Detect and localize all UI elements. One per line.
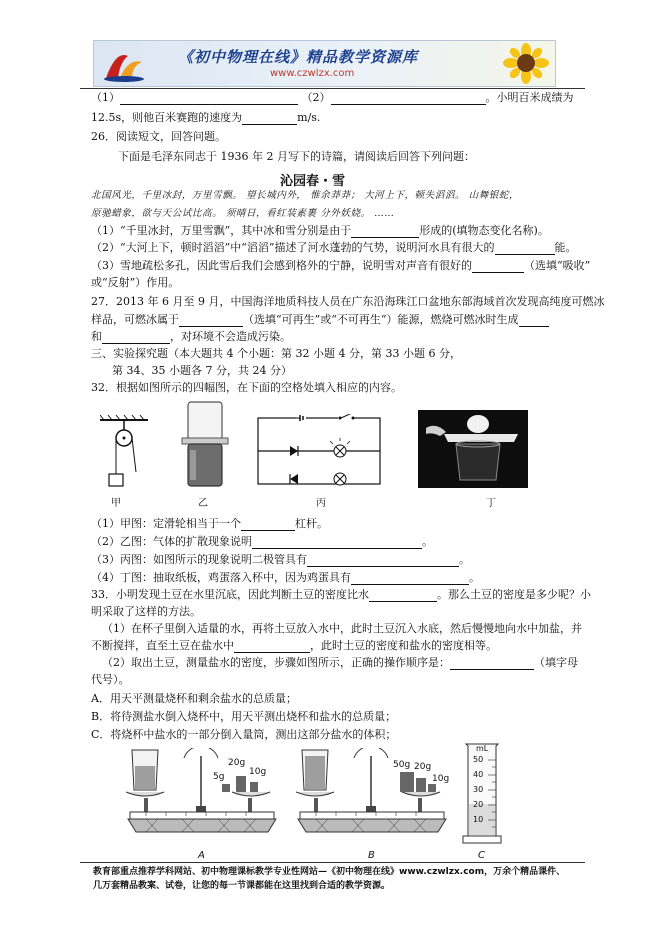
poem-title: 沁园春・雪 — [280, 174, 346, 189]
q26-blank-2[interactable] — [495, 243, 555, 255]
q33-line-1: 33．小明发现土豆在水里沉底，因此判断土豆的密度比水 。那么土豆的密度是多少呢？小 — [91, 588, 591, 601]
q26-sub-1: （1）“千里冰封，万里雪飘”，其中冰和雪分别是由于 形成的(填物态变化名称)。 — [91, 224, 549, 237]
q27-line-1: 27．2013 年 6 月至 9 月，中国海洋地质科技人员在广东沿海珠江口盆地东部海域首次发现高纯度可燃冰 — [91, 295, 605, 308]
q26-sub-3-cont: 或“反射”）作用。 — [91, 276, 180, 289]
q33-line-4: 不断搅拌，直至土豆在盐水中 ，此时土豆的密度和盐水的密度相等。 — [91, 639, 497, 652]
figure-a-weight-1: 20g — [228, 758, 246, 768]
q27-blank-2[interactable] — [519, 315, 549, 327]
q32-sub-1: （1）甲图：定滑轮相当于一个 杠杆。 — [91, 517, 328, 530]
section-3-heading: 三、实验探究题（本大题共 4 个小题：第 32 小题 4 分，第 33 小题 6 分， — [91, 347, 461, 360]
footer-line-1: 教育部重点推荐学科网站、初中物理课标教学专业性网站—《初中物理在线》www.czwlzx.com，万余个精品课件、 — [93, 867, 566, 877]
figure-b-weight-3: 10g — [432, 774, 450, 784]
q25-line-2: 12.5s，则他百米赛跑的速度为 m/s. — [91, 111, 321, 124]
q33-blank-1[interactable] — [369, 590, 437, 602]
figure-b-weight-2: 20g — [414, 762, 432, 772]
q33-line-6: 代号）。 — [91, 673, 130, 686]
diffusion-jars-figure — [180, 400, 230, 488]
q33-option-a: A．用天平测量烧杯和剩余盐水的总质量； — [91, 692, 297, 705]
diode-circuit-figure — [256, 414, 382, 488]
figure-label-c: C — [478, 850, 485, 861]
q33-line-5: （2）取出土豆，测量盐水的密度，步骤如图所示，正确的操作顺序是： （填字母 — [102, 656, 578, 669]
q32-blank-1[interactable] — [241, 519, 295, 531]
q33-line-3: （1）在杯子里倒入适量的水，再将土豆放入水中，此时土豆沉入水底，然后慢慢地向水中加盐，并 — [102, 622, 582, 635]
sunflower-icon — [503, 43, 549, 84]
cylinder-tick-30: 30 — [473, 785, 484, 794]
q33-option-b: B．将待测盐水倒入烧杯中，用天平测出烧杯和盐水的总质量； — [91, 710, 397, 723]
q25-speed-blank[interactable] — [242, 113, 297, 125]
q26-blank-1[interactable] — [351, 226, 419, 238]
q27-line-3: 和 ，对环境不会造成污染。 — [91, 330, 291, 343]
cylinder-tick-10: 10 — [473, 815, 484, 824]
q33-option-c: C．将烧杯中盐水的一部分倒入量筒，测出这部分盐水的体积； — [91, 728, 397, 741]
banner-url[interactable]: www.czwlzx.com — [270, 68, 355, 79]
q33-blank-2[interactable] — [234, 641, 310, 653]
section-3-heading-cont: 第 34、35 小题各 7 分，共 24 分） — [112, 364, 292, 377]
figure-a-weight-3: 10g — [249, 767, 267, 777]
q33-blank-3[interactable] — [450, 658, 534, 670]
footer-divider — [80, 862, 585, 863]
q32-blank-3[interactable] — [307, 555, 459, 567]
q26-blank-3[interactable] — [472, 261, 524, 273]
q26-sub-2: （2）“大河上下，顿时滔滔”中“滔滔”描述了河水蓬勃的气势，说明河水具有很大的 能。 — [91, 241, 577, 254]
q25-blank-1[interactable] — [120, 93, 298, 105]
q26-intro: 下面是毛泽东同志于 1936 年 2 月写下的诗篇，请阅读后回答下列问题： — [118, 150, 475, 163]
cylinder-tick-20: 20 — [473, 800, 484, 809]
banner-title: 《初中物理在线》精品教学资源库 — [178, 48, 419, 66]
q32-sub-2: （2）乙图：气体的扩散现象说明 。 — [91, 535, 433, 548]
q32-heading: 32．根据如图所示的四幅图，在下面的空格处填入相应的内容。 — [91, 381, 402, 394]
figure-b-weight-1: 50g — [393, 760, 411, 770]
figure-caption-jia: 甲 — [111, 498, 121, 509]
q26-sub-3: （3）雪地疏松多孔，因此雪后我们会感到格外的宁静，说明雪对声音有很好的 （选填“吸收” — [91, 259, 591, 272]
egg-inertia-figure — [418, 410, 528, 488]
cylinder-unit-label: mL — [476, 744, 489, 753]
figure-a-weight-2: 5g — [213, 772, 225, 782]
footer-line-2: 几万套精品教案、试卷，让您的每一节课都能在这里找到合适的教学资源。 — [93, 881, 391, 891]
pulley-figure — [100, 412, 148, 490]
figure-label-a: A — [198, 850, 205, 861]
poem-line-2: 原驰蜡象，欲与天公试比高。 须晴日，看红装素裹 分外妖娆。 …… — [91, 208, 395, 219]
q32-sub-3: （3）丙图：如图所示的现象说明二极管具有 。 — [91, 553, 470, 566]
cylinder-tick-50: 50 — [473, 755, 484, 764]
q25-blank-2[interactable] — [331, 93, 486, 105]
q27-line-2: 样品，可燃冰属于 （选填“可再生”或“不可再生”）能源，燃烧可燃冰时生成 — [91, 313, 549, 327]
header-banner — [93, 40, 556, 87]
figure-label-b: B — [368, 850, 375, 861]
poem-line-1: 北国风光，千里冰封，万里雪飘。 望长城内外， 惟余莽莽； 大河上下，顿失滔滔。 山舞银蛇， — [91, 190, 520, 201]
cylinder-tick-40: 40 — [473, 770, 484, 779]
q27-blank-3[interactable] — [102, 332, 170, 344]
q26-heading: 26．阅读短文，回答问题。 — [91, 130, 226, 143]
q32-sub-4: （4）丁图：抽取纸板，鸡蛋落入杯中，因为鸡蛋具有 。 — [91, 571, 480, 584]
q25-line-1: （1） （2） 。小明百米成绩为 — [91, 91, 574, 104]
q27-blank-1[interactable] — [179, 315, 243, 327]
balance-figure-a — [126, 748, 278, 836]
figure-caption-bing: 丙 — [316, 498, 326, 509]
q32-blank-2[interactable] — [252, 537, 422, 549]
logo-icon — [102, 44, 148, 83]
figure-caption-yi: 乙 — [198, 498, 208, 509]
q33-line-2: 明采取了这样的方法。 — [91, 605, 201, 618]
figure-caption-ding: 丁 — [486, 498, 496, 509]
header-divider — [80, 88, 585, 89]
q32-blank-4[interactable] — [351, 573, 469, 585]
